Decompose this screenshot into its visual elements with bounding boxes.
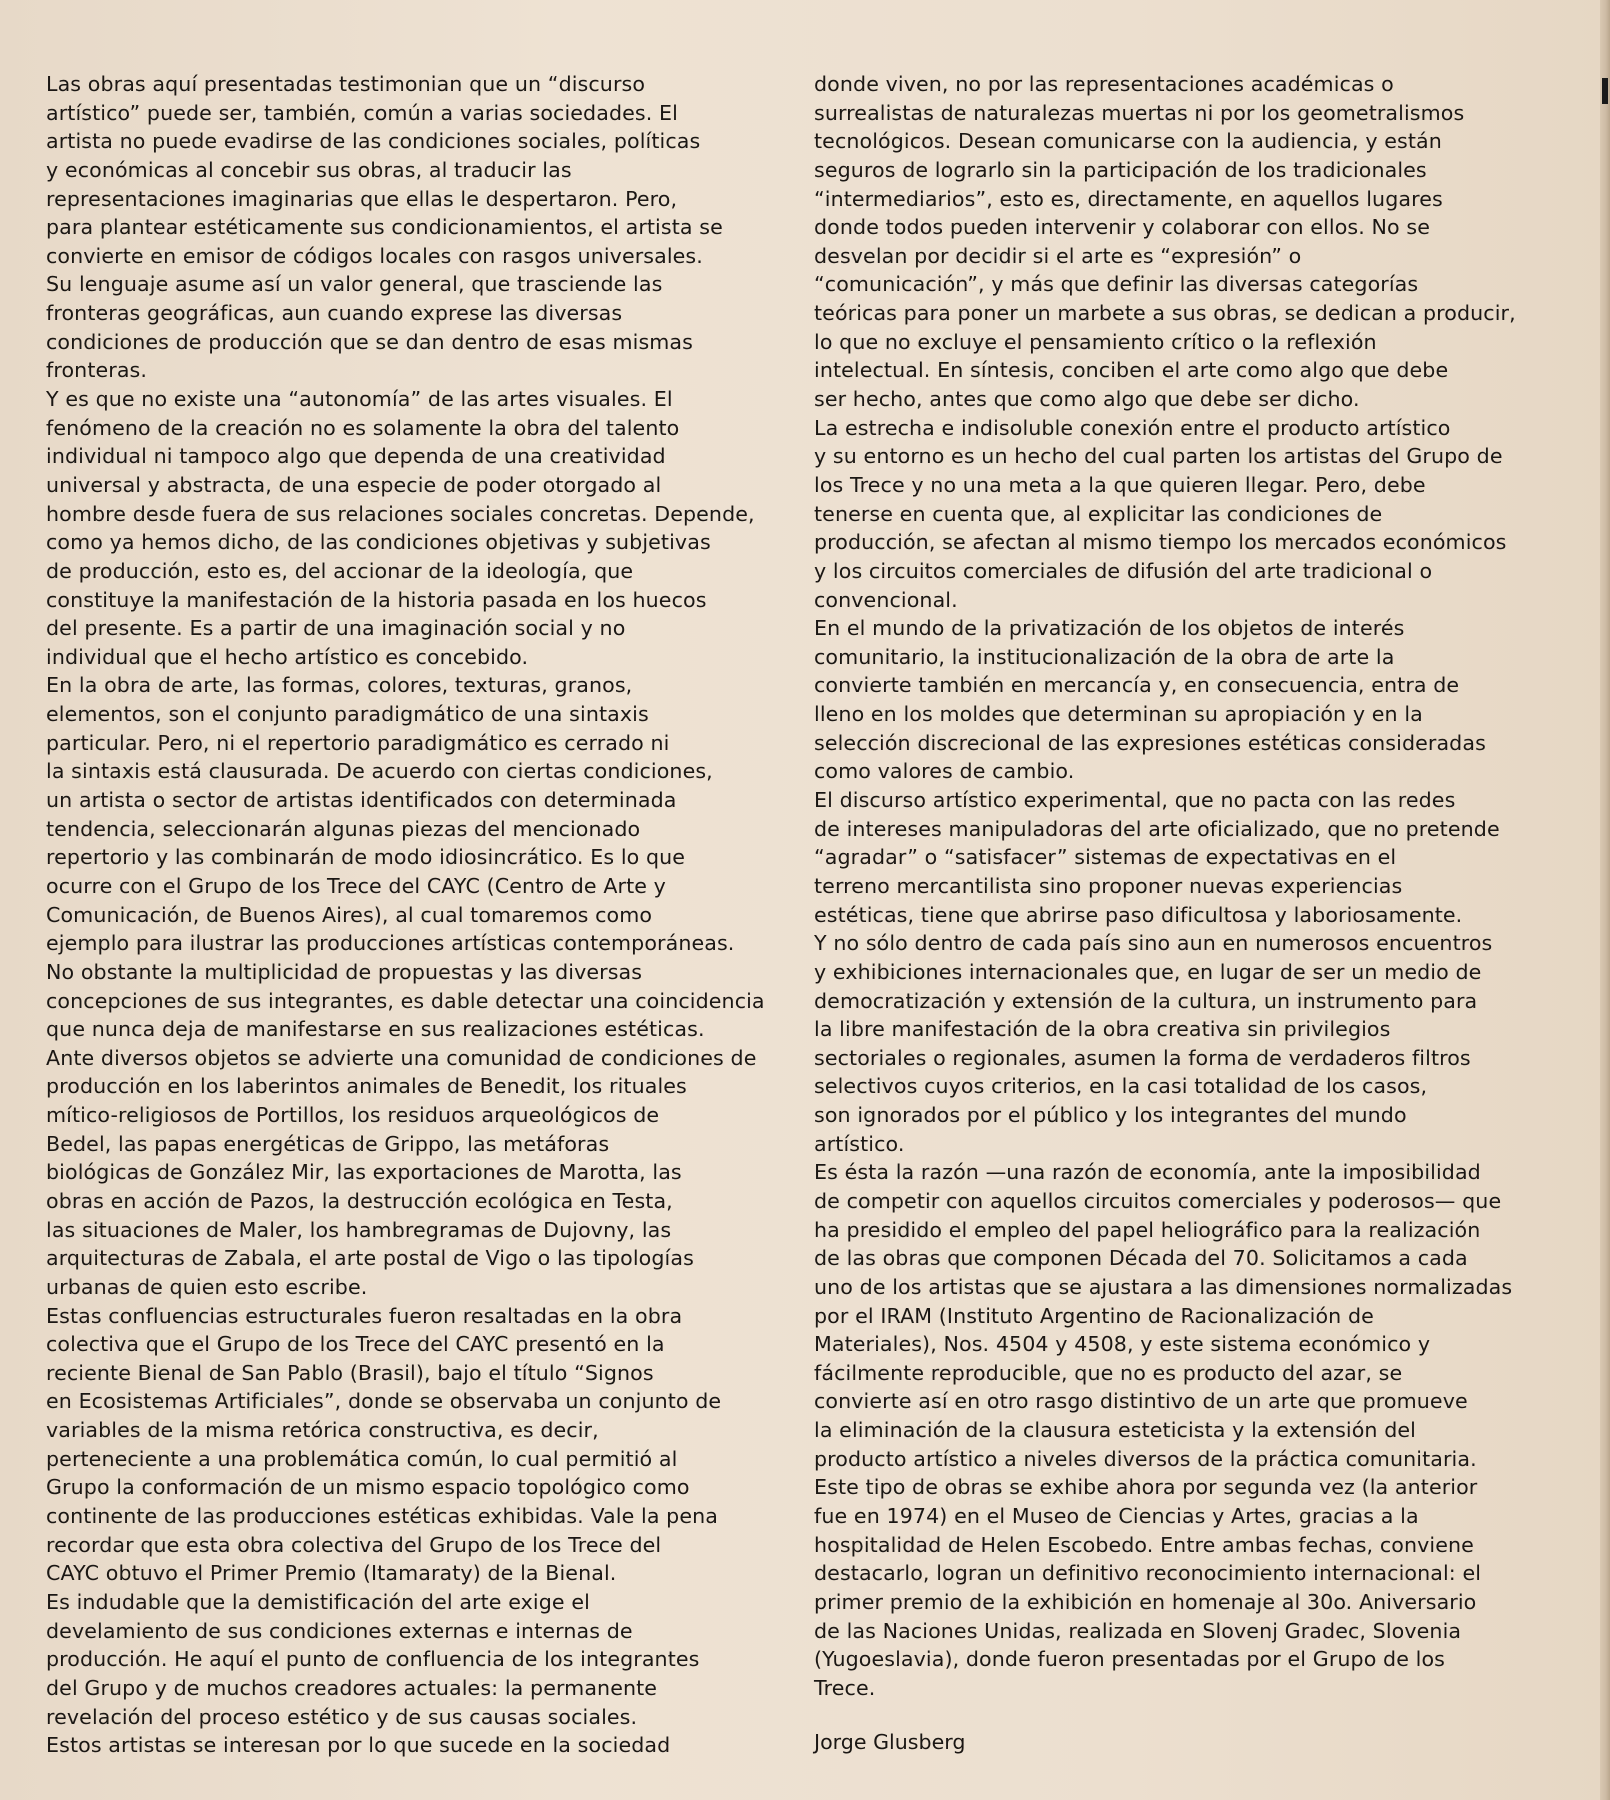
text-line: (Yugoeslavia), donde fueron presentadas por el Grupo de los	[814, 1647, 1445, 1672]
text-line: fenómeno de la creación no es solamente la obra del talento	[46, 415, 680, 440]
text-line: teóricas para poner un marbete a sus obras, se dedican a producir,	[814, 301, 1516, 326]
text-line: del Grupo y de muchos creadores actuales: la permanente	[46, 1675, 658, 1700]
text-line: producto artístico a niveles diversos de la práctica comunitaria.	[814, 1446, 1477, 1471]
text-line: colectiva que el Grupo de los Trece del CAYC presentó en la	[46, 1332, 665, 1357]
text-line: y su entorno es un hecho del cual parten los artistas del Grupo de	[814, 444, 1503, 469]
text-line: desvelan por decidir si el arte es “expresión” o	[814, 243, 1302, 268]
text-line: Materiales), Nos. 4504 y 4508, y este sistema económico y	[814, 1332, 1431, 1357]
text-line: Y no sólo dentro de cada país sino aun en numerosos encuentros	[814, 931, 1493, 956]
text-line: particular. Pero, ni el repertorio paradigmático es cerrado ni	[46, 730, 670, 755]
text-line: No obstante la multiplicidad de propuestas y las diversas	[46, 959, 643, 984]
text-line: comunitario, la institucionalización de la obra de arte la	[814, 644, 1395, 669]
text-line: seguros de lograrlo sin la participación de los tradicionales	[814, 157, 1427, 182]
text-line: ocurre con el Grupo de los Trece del CAYC (Centro de Arte y	[46, 873, 666, 898]
text-line: reciente Bienal de San Pablo (Brasil), bajo el título “Signos	[46, 1360, 654, 1385]
text-line: la eliminación de la clausura esteticista y la extensión del	[814, 1418, 1416, 1443]
text-line: tecnológicos. Desean comunicarse con la audiencia, y están	[814, 129, 1442, 154]
text-line: democratización y extensión de la cultura, un instrumento para	[814, 988, 1478, 1013]
text-line: y exhibiciones internacionales que, en lugar de ser un medio de	[814, 959, 1482, 984]
text-line: El discurso artístico experimental, que no pacta con las redes	[814, 788, 1456, 813]
text-line: develamiento de sus condiciones externas e internas de	[46, 1618, 633, 1643]
text-line: biológicas de González Mir, las exportaciones de Marotta, las	[46, 1160, 682, 1185]
text-line: lleno en los moldes que determinan su apropiación y en la	[814, 702, 1423, 727]
text-line: los Trece y no una meta a la que quieren llegar. Pero, debe	[814, 472, 1426, 497]
text-line: y los circuitos comerciales de difusión del arte tradicional o	[814, 558, 1433, 583]
text-line: la libre manifestación de la obra creativa sin privilegios	[814, 1017, 1391, 1042]
text-line: producción en los laberintos animales de Benedit, los rituales	[46, 1074, 687, 1099]
left-column	[46, 70, 786, 1760]
text-line: sectoriales o regionales, asumen la forma de verdaderos filtros	[814, 1045, 1471, 1070]
text-line: La estrecha e indisoluble conexión entre el producto artístico	[814, 415, 1451, 440]
text-line: representaciones imaginarias que ellas le despertaron. Pero,	[46, 186, 678, 211]
text-line: mítico-religiosos de Portillos, los residuos arqueológicos de	[46, 1103, 660, 1128]
text-line: convierte también en mercancía y, en consecuencia, entra de	[814, 673, 1460, 698]
text-line: condiciones de producción que se dan dentro de esas mismas	[46, 329, 693, 354]
text-line: Bedel, las papas energéticas de Grippo, las metáforas	[46, 1131, 610, 1156]
text-line: Este tipo de obras se exhibe ahora por segunda vez (la anterior	[814, 1475, 1478, 1500]
text-line: Las obras aquí presentadas testimonian que un “discurso	[46, 72, 646, 96]
text-line: individual que el hecho artístico es concebido.	[46, 644, 529, 669]
text-line: “comunicación”, y más que definir las diversas categorías	[814, 272, 1419, 297]
text-line: un artista o sector de artistas identificados con determinada	[46, 788, 677, 813]
text-line: la sintaxis está clausurada. De acuerdo con ciertas condiciones,	[46, 759, 713, 784]
text-line: individual ni tampoco algo que dependa de una creatividad	[46, 444, 666, 469]
text-line	[814, 1703, 1564, 1732]
text-line: por el IRAM (Instituto Argentino de Racionalización de	[814, 1303, 1374, 1328]
text-line: ejemplo para ilustrar las producciones artísticas contemporáneas.	[46, 931, 735, 956]
text-line: y económicas al concebir sus obras, al traducir las	[46, 157, 572, 182]
text-line: obras en acción de Pazos, la destrucción ecológica en Testa,	[46, 1188, 673, 1213]
text-line: fronteras.	[46, 358, 148, 383]
text-line: “agradar” o “satisfacer” sistemas de expectativas en el	[814, 845, 1397, 870]
text-line: fue en 1974) en el Museo de Ciencias y Artes, gracias a la	[814, 1504, 1419, 1529]
text-line: artista no puede evadirse de las condiciones sociales, políticas	[46, 129, 701, 154]
text-line: intelectual. En síntesis, conciben el arte como algo que debe	[814, 358, 1449, 383]
text-line: selección discrecional de las expresiones estéticas consideradas	[814, 730, 1486, 755]
text-line: como valores de cambio.	[814, 759, 1075, 784]
text-line: continente de las producciones estéticas exhibidas. Vale la pena	[46, 1504, 718, 1529]
text-line: de las Naciones Unidas, realizada en Slovenj Gradec, Slovenia	[814, 1618, 1462, 1643]
text-line: Es ésta la razón —una razón de economía, ante la imposibilidad	[814, 1160, 1481, 1185]
text-line: repertorio y las combinarán de modo idiosincrático. Es lo que	[46, 845, 686, 870]
text-line: En la obra de arte, las formas, colores, texturas, granos,	[46, 673, 633, 698]
text-line: de intereses manipuladoras del arte oficializado, que no pretende	[814, 816, 1500, 841]
page-edge	[1600, 0, 1610, 1800]
text-line: urbanas de quien esto escribe.	[46, 1274, 368, 1299]
text-line: Es indudable que la demistificación del arte exige el	[46, 1589, 590, 1614]
text-line: Estas confluencias estructurales fueron resaltadas en la obra	[46, 1303, 683, 1328]
text-line: Y es que no existe una “autonomía” de las artes visuales. El	[46, 387, 673, 412]
text-line: convierte en emisor de códigos locales con rasgos universales.	[46, 243, 703, 268]
right-column	[814, 70, 1564, 1731]
text-line: universal y abstracta, de una especie de poder otorgado al	[46, 472, 662, 497]
text-line: de producción, esto es, del accionar de la ideología, que	[46, 558, 634, 583]
text-line: recordar que esta obra colectiva del Grupo de los Trece del	[46, 1532, 662, 1557]
text-line: constituye la manifestación de la historia pasada en los huecos	[46, 587, 707, 612]
text-line: “intermediarios”, esto es, directamente, en aquellos lugares	[814, 186, 1443, 211]
text-line: de las obras que componen Década del 70. Solicitamos a cada	[814, 1246, 1468, 1271]
text-line: En el mundo de la privatización de los objetos de interés	[814, 616, 1405, 641]
text-line: del presente. Es a partir de una imaginación social y no	[46, 616, 626, 641]
text-line: son ignorados por el público y los integrantes del mundo	[814, 1103, 1407, 1128]
text-line: destacarlo, logran un definitivo reconocimiento internacional: el	[814, 1561, 1482, 1586]
text-line: elementos, son el conjunto paradigmático de una sintaxis	[46, 702, 649, 727]
text-line: Grupo la conformación de un mismo espacio topológico como	[46, 1475, 690, 1500]
text-line: las situaciones de Maler, los hambregramas de Dujovny, las	[46, 1217, 672, 1242]
text-line: tenerse en cuenta que, al explicitar las condiciones de	[814, 501, 1383, 526]
text-line: donde viven, no por las representaciones académicas o	[814, 72, 1394, 96]
text-line: primer premio de la exhibición en homenaje al 30o. Aniversario	[814, 1589, 1477, 1614]
text-line: artístico” puede ser, también, común a varias sociedades. El	[46, 100, 678, 125]
text-line: uno de los artistas que se ajustara a las dimensiones normalizadas	[814, 1274, 1513, 1299]
text-line: selectivos cuyos criterios, en la casi totalidad de los casos,	[814, 1074, 1428, 1099]
text-line: revelación del proceso estético y de sus causas sociales.	[46, 1704, 638, 1729]
text-line: tendencia, seleccionarán algunas piezas del mencionado	[46, 816, 641, 841]
text-line: fácilmente reproducible, que no es producto del azar, se	[814, 1360, 1403, 1385]
text-line: convierte así en otro rasgo distintivo de un arte que promueve	[814, 1389, 1468, 1414]
text-line: de competir con aquellos circuitos comerciales y poderosos— que	[814, 1188, 1502, 1213]
text-line: terreno mercantilista sino proponer nuevas experiencias	[814, 873, 1403, 898]
text-line: hospitalidad de Helen Escobedo. Entre ambas fechas, conviene	[814, 1532, 1474, 1557]
text-line: Su lenguaje asume así un valor general, que trasciende las	[46, 272, 663, 297]
text-line: lo que no excluye el pensamiento crítico o la reflexión	[814, 329, 1377, 354]
text-line: en Ecosistemas Artificiales”, donde se observaba un conjunto de	[46, 1389, 722, 1414]
text-line: Trece.	[814, 1675, 876, 1700]
text-line: variables de la misma retórica constructiva, es decir,	[46, 1418, 599, 1443]
text-line: como ya hemos dicho, de las condiciones objetivas y subjetivas	[46, 530, 711, 555]
text-line: Ante diversos objetos se advierte una comunidad de condiciones de	[46, 1045, 757, 1070]
text-line: artístico.	[814, 1131, 905, 1156]
author-signature: Jorge Glusberg	[814, 1730, 966, 1754]
text-line: que nunca deja de manifestarse en sus realizaciones estéticas.	[46, 1017, 705, 1042]
edge-mark	[1602, 78, 1608, 104]
text-line: surrealistas de naturalezas muertas ni por los geometralismos	[814, 100, 1465, 125]
text-line: producción, se afectan al mismo tiempo los mercados económicos	[814, 530, 1507, 555]
text-line: Comunicación, de Buenos Aires), al cual tomaremos como	[46, 902, 653, 927]
text-line: para plantear estéticamente sus condicionamientos, el artista se	[46, 215, 723, 240]
text-line: producción. He aquí el punto de confluencia de los integrantes	[46, 1647, 700, 1672]
text-line: ser hecho, antes que como algo que debe ser dicho.	[814, 387, 1360, 412]
text-line: perteneciente a una problemática común, lo cual permitió al	[46, 1446, 678, 1471]
text-line: concepciones de sus integrantes, es dable detectar una coincidencia	[46, 988, 765, 1013]
text-line: hombre desde fuera de sus relaciones sociales concretas. Depende,	[46, 501, 755, 526]
text-line: Estos artistas se interesan por lo que sucede en la sociedad	[46, 1733, 671, 1758]
text-line: fronteras geográficas, aun cuando exprese las diversas	[46, 301, 623, 326]
text-line: CAYC obtuvo el Primer Premio (Itamaraty) de la Bienal.	[46, 1561, 617, 1586]
text-line: convencional.	[814, 587, 958, 612]
text-line: ha presidido el empleo del papel heliográfico para la realización	[814, 1217, 1481, 1242]
text-line: arquitecturas de Zabala, el arte postal de Vigo o las tipologías	[46, 1246, 694, 1271]
text-line: donde todos pueden intervenir y colaborar con ellos. No se	[814, 215, 1430, 240]
text-line: estéticas, tiene que abrirse paso dificultosa y laboriosamente.	[814, 902, 1463, 927]
